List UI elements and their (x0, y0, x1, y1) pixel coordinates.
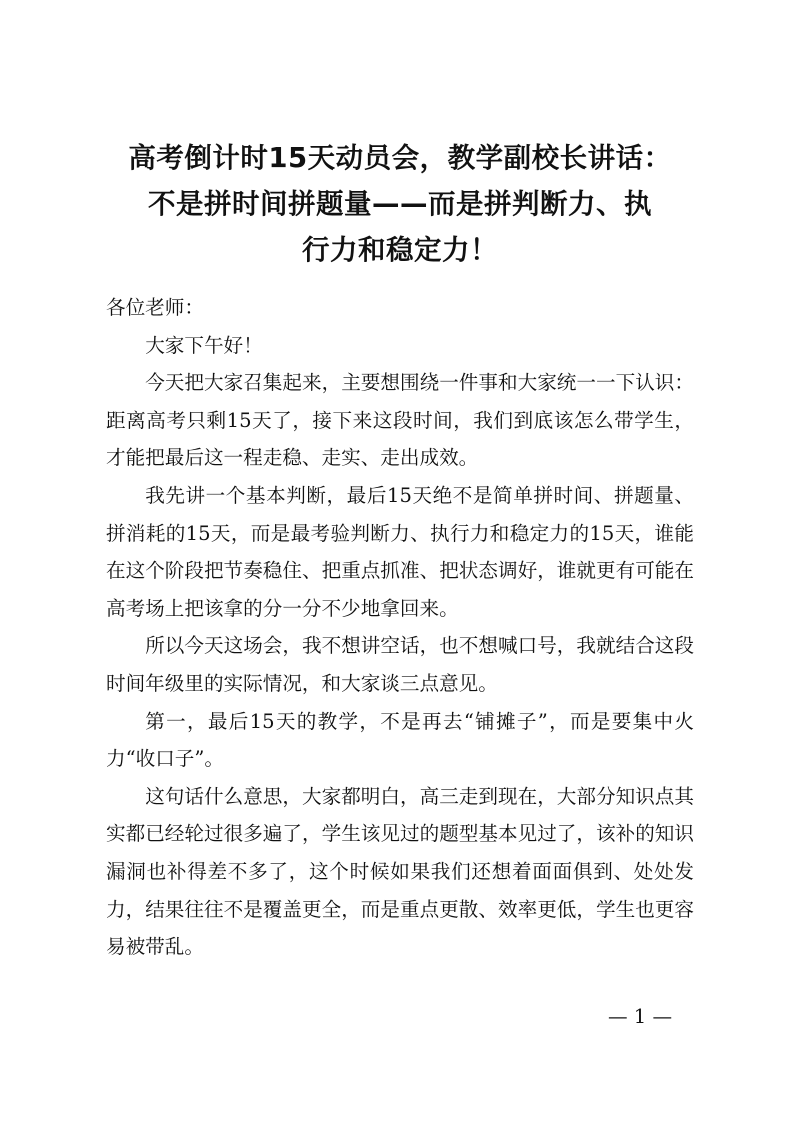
paragraph-purpose: 今天把大家召集起来，主要想围绕一件事和大家统一一下认识：距离高考只剩15天了，接下来这段时间，我们到底该怎么带学生，才能把最后这一程走稳、走实、走出成效。 (106, 371, 694, 470)
paragraph-intro-points: 所以今天这场会，我不想讲空话，也不想喊口号，我就结合这段时间年级里的实际情况，和大家谈三点意见。 (106, 634, 694, 695)
page-number: — 1 — (607, 1005, 673, 1028)
salutation: 各位老师： (106, 296, 204, 319)
title-line-2: 不是拼时间拼题量——而是拼判断力、执 (148, 188, 652, 220)
document-title (100, 135, 700, 273)
paragraph-judgment: 我先讲一个基本判断，最后15天绝不是简单拼时间、拼题量、拼消耗的15天，而是最考验判断力、执行力和稳定力的15天，谁能在这个阶段把节奏稳住、把重点抓准、把状态调好，谁就更有可能在高考场上把该拿的分一分不少地拿回来。 (106, 483, 694, 620)
paragraph-explanation: 这句话什么意思，大家都明白，高三走到现在，大部分知识点其实都已经轮过很多遍了，学生该见过的题型基本见过了，该补的知识漏洞也补得差不多了，这个时候如果我们还想着面面俱到、处处发力，结果往往不是覆盖更全，而是重点更散、效率更低，学生也更容易被带乱。 (106, 784, 694, 959)
paragraph-point-one: 第一，最后15天的教学，不是再去“铺摊子”，而是要集中火力“收口子”。 (106, 709, 694, 771)
title-line-1: 高考倒计时15天动员会，教学副校长讲话： (128, 142, 672, 174)
title-line-3: 行力和稳定力！ (302, 234, 498, 266)
paragraph-greeting: 大家下午好！ (145, 333, 263, 357)
document-body (106, 289, 694, 966)
